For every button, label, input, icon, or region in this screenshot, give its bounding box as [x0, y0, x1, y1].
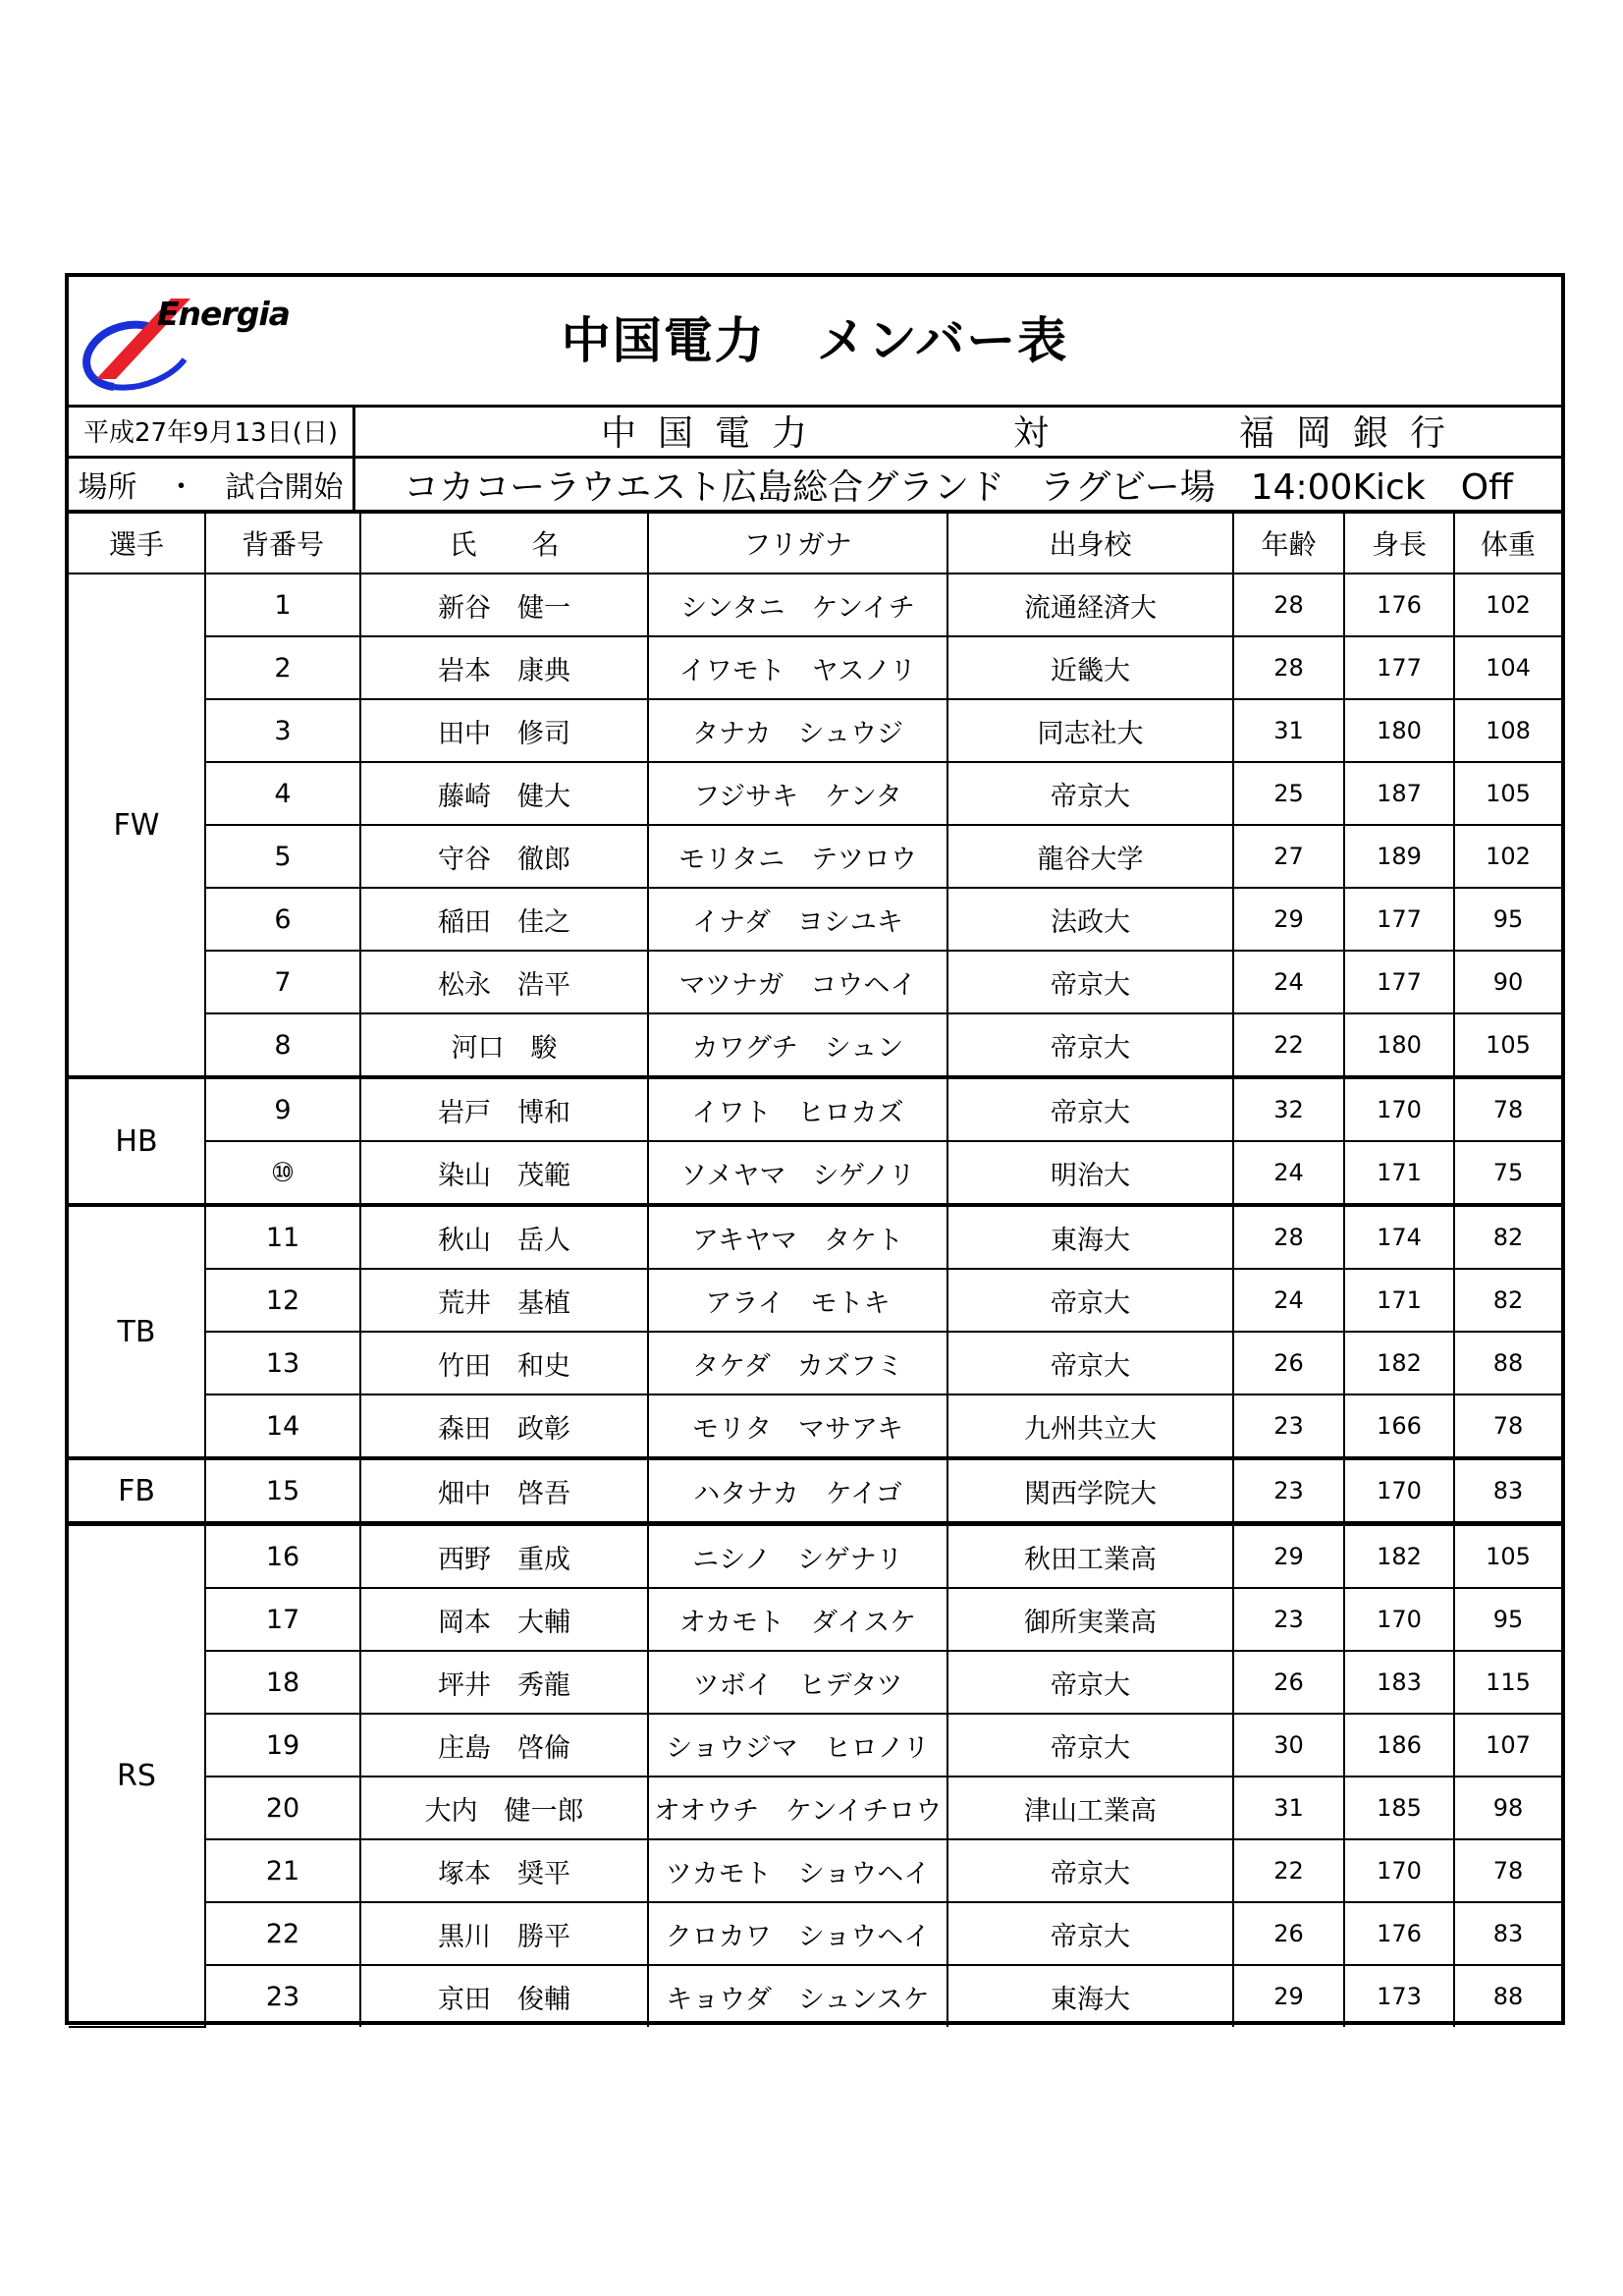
player-weight: 95 [1454, 1588, 1561, 1651]
column-school: 出身校 [947, 514, 1233, 574]
player-name: 松永 浩平 [360, 951, 648, 1013]
player-name: 畑中 啓吾 [360, 1458, 648, 1524]
player-weight: 82 [1454, 1269, 1561, 1332]
versus-label: 対 [1013, 412, 1050, 454]
player-age: 28 [1233, 1205, 1344, 1269]
player-name: 稲田 佳之 [360, 888, 648, 951]
column-number: 背番号 [205, 514, 360, 574]
table-row [69, 762, 1561, 825]
player-name: 岡本 大輔 [360, 1588, 648, 1651]
table-row [69, 574, 1561, 636]
player-name: 塚本 奨平 [360, 1839, 648, 1902]
table-row [69, 1524, 1561, 1589]
player-age: 24 [1233, 1141, 1344, 1205]
jersey-number: 7 [205, 951, 360, 1013]
table-row [69, 1714, 1561, 1777]
jersey-number: 17 [205, 1588, 360, 1651]
player-age: 28 [1233, 574, 1344, 636]
player-name: 秋山 岳人 [360, 1205, 648, 1269]
player-kana: シンタニ ケンイチ [648, 574, 947, 636]
table-row [69, 1394, 1561, 1458]
table-row [69, 1839, 1561, 1902]
player-kana: マツナガ コウヘイ [648, 951, 947, 1013]
player-weight: 78 [1454, 1839, 1561, 1902]
player-kana: カワグチ シュン [648, 1013, 947, 1077]
player-name: 岩本 康典 [360, 636, 648, 699]
player-kana: イワモト ヤスノリ [648, 636, 947, 699]
player-weight: 105 [1454, 1013, 1561, 1077]
player-weight: 115 [1454, 1651, 1561, 1714]
jersey-number: 1 [205, 574, 360, 636]
player-kana: ツボイ ヒデタツ [648, 1651, 947, 1714]
player-name: 大内 健一郎 [360, 1777, 648, 1839]
player-age: 25 [1233, 762, 1344, 825]
player-school: 龍谷大学 [947, 825, 1233, 888]
player-height: 166 [1344, 1394, 1454, 1458]
player-age: 31 [1233, 699, 1344, 762]
player-name: 岩戸 博和 [360, 1077, 648, 1141]
jersey-number: 13 [205, 1332, 360, 1394]
column-kana: フリガナ [648, 514, 947, 574]
player-age: 29 [1233, 888, 1344, 951]
player-age: 26 [1233, 1902, 1344, 1965]
player-school: 帝京大 [947, 1902, 1233, 1965]
column-height: 身長 [1344, 514, 1454, 574]
player-school: 帝京大 [947, 1332, 1233, 1394]
jersey-number: 11 [205, 1205, 360, 1269]
player-school: 関西学院大 [947, 1458, 1233, 1524]
member-sheet [65, 273, 1565, 2025]
player-kana: ハタナカ ケイゴ [648, 1458, 947, 1524]
player-weight: 98 [1454, 1777, 1561, 1839]
player-kana: モリタ マサアキ [648, 1394, 947, 1458]
table-row [69, 699, 1561, 762]
position-group: FB [69, 1458, 205, 1524]
player-weight: 105 [1454, 762, 1561, 825]
position-group: HB [69, 1077, 205, 1205]
jersey-number: 20 [205, 1777, 360, 1839]
table-row [69, 1205, 1561, 1269]
player-kana: ツカモト ショウヘイ [648, 1839, 947, 1902]
jersey-number: 5 [205, 825, 360, 888]
venue-row [69, 459, 1561, 514]
table-header-row [69, 514, 1561, 574]
player-school: 帝京大 [947, 1077, 1233, 1141]
table-body [69, 574, 1561, 2027]
player-weight: 105 [1454, 1524, 1561, 1589]
player-weight: 104 [1454, 636, 1561, 699]
player-age: 22 [1233, 1013, 1344, 1077]
player-height: 177 [1344, 636, 1454, 699]
player-kana: アライ モトキ [648, 1269, 947, 1332]
player-name: 新谷 健一 [360, 574, 648, 636]
player-school: 近畿大 [947, 636, 1233, 699]
player-height: 183 [1344, 1651, 1454, 1714]
table-row [69, 1777, 1561, 1839]
jersey-number: 12 [205, 1269, 360, 1332]
player-weight: 83 [1454, 1902, 1561, 1965]
column-weight: 体重 [1454, 514, 1561, 574]
player-age: 30 [1233, 1714, 1344, 1777]
player-kana: イナダ ヨシユキ [648, 888, 947, 951]
jersey-number: 15 [205, 1458, 360, 1524]
player-kana: アキヤマ タケト [648, 1205, 947, 1269]
page-title: 中国電力 メンバー表 [561, 312, 1069, 369]
player-school: 帝京大 [947, 762, 1233, 825]
player-kana: クロカワ ショウヘイ [648, 1902, 947, 1965]
player-weight: 108 [1454, 699, 1561, 762]
jersey-number: 21 [205, 1839, 360, 1902]
player-weight: 88 [1454, 1332, 1561, 1394]
player-name: 竹田 和史 [360, 1332, 648, 1394]
player-age: 26 [1233, 1651, 1344, 1714]
player-weight: 90 [1454, 951, 1561, 1013]
player-kana: キョウダ シュンスケ [648, 1965, 947, 2027]
player-height: 186 [1344, 1714, 1454, 1777]
match-date: 平成27年9月13日(日) [69, 405, 355, 456]
jersey-number: 6 [205, 888, 360, 951]
column-name: 氏 名 [360, 514, 648, 574]
player-name: 守谷 徹郎 [360, 825, 648, 888]
player-age: 23 [1233, 1458, 1344, 1524]
player-age: 22 [1233, 1839, 1344, 1902]
player-height: 171 [1344, 1269, 1454, 1332]
player-age: 24 [1233, 951, 1344, 1013]
player-height: 180 [1344, 699, 1454, 762]
player-age: 32 [1233, 1077, 1344, 1141]
venue-label: 場所 ・ 試合開始 [69, 459, 355, 510]
table-row [69, 1965, 1561, 2027]
player-school: 津山工業高 [947, 1777, 1233, 1839]
jersey-number: 16 [205, 1524, 360, 1589]
player-kana: オオウチ ケンイチロウ [648, 1777, 947, 1839]
player-name: 田中 修司 [360, 699, 648, 762]
player-height: 170 [1344, 1458, 1454, 1524]
player-weight: 102 [1454, 825, 1561, 888]
match-teams [355, 405, 1561, 456]
player-kana: イワト ヒロカズ [648, 1077, 947, 1141]
position-group: TB [69, 1205, 205, 1458]
venue-value: コカコーラウエスト広島総合グランド ラグビー場 14:00Kick Off [404, 466, 1513, 508]
player-kana: ソメヤマ シゲノリ [648, 1141, 947, 1205]
player-height: 180 [1344, 1013, 1454, 1077]
player-school: 帝京大 [947, 1714, 1233, 1777]
player-height: 185 [1344, 1777, 1454, 1839]
jersey-number: 2 [205, 636, 360, 699]
player-age: 24 [1233, 1269, 1344, 1332]
player-name: 藤崎 健大 [360, 762, 648, 825]
player-height: 170 [1344, 1588, 1454, 1651]
player-school: 東海大 [947, 1965, 1233, 2027]
player-weight: 88 [1454, 1965, 1561, 2027]
player-height: 173 [1344, 1965, 1454, 2027]
player-age: 29 [1233, 1524, 1344, 1589]
player-height: 174 [1344, 1205, 1454, 1269]
player-weight: 82 [1454, 1205, 1561, 1269]
jersey-number: 19 [205, 1714, 360, 1777]
player-school: 明治大 [947, 1141, 1233, 1205]
table-row [69, 636, 1561, 699]
player-school: 御所実業高 [947, 1588, 1233, 1651]
player-height: 187 [1344, 762, 1454, 825]
column-age: 年齢 [1233, 514, 1344, 574]
jersey-number: 4 [205, 762, 360, 825]
player-school: 帝京大 [947, 1013, 1233, 1077]
player-kana: タケダ カズフミ [648, 1332, 947, 1394]
player-age: 23 [1233, 1588, 1344, 1651]
player-school: 九州共立大 [947, 1394, 1233, 1458]
jersey-number: ⑩ [205, 1141, 360, 1205]
player-age: 28 [1233, 636, 1344, 699]
player-age: 26 [1233, 1332, 1344, 1394]
table-row [69, 1332, 1561, 1394]
player-weight: 75 [1454, 1141, 1561, 1205]
sheet-header [69, 277, 1561, 408]
column-player: 選手 [69, 514, 205, 574]
player-name: 荒井 基植 [360, 1269, 648, 1332]
player-name: 森田 政彰 [360, 1394, 648, 1458]
player-kana: オカモト ダイスケ [648, 1588, 947, 1651]
jersey-number: 18 [205, 1651, 360, 1714]
player-name: 坪井 秀龍 [360, 1651, 648, 1714]
roster-table [69, 514, 1561, 2028]
player-height: 170 [1344, 1077, 1454, 1141]
table-row [69, 951, 1561, 1013]
player-age: 31 [1233, 1777, 1344, 1839]
table-row [69, 1269, 1561, 1332]
player-school: 帝京大 [947, 951, 1233, 1013]
player-weight: 78 [1454, 1394, 1561, 1458]
table-row [69, 1651, 1561, 1714]
match-row [69, 405, 1561, 459]
jersey-number: 3 [205, 699, 360, 762]
player-school: 秋田工業高 [947, 1524, 1233, 1589]
player-kana: ニシノ シゲナリ [648, 1524, 947, 1589]
player-school: 帝京大 [947, 1839, 1233, 1902]
away-team: 福岡銀行 [1239, 412, 1468, 454]
player-name: 庄島 啓倫 [360, 1714, 648, 1777]
jersey-number: 22 [205, 1902, 360, 1965]
player-name: 京田 俊輔 [360, 1965, 648, 2027]
player-kana: ショウジマ ヒロノリ [648, 1714, 947, 1777]
position-group: RS [69, 1524, 205, 2028]
player-weight: 78 [1454, 1077, 1561, 1141]
player-height: 176 [1344, 1902, 1454, 1965]
player-school: 東海大 [947, 1205, 1233, 1269]
player-weight: 83 [1454, 1458, 1561, 1524]
player-school: 流通経済大 [947, 574, 1233, 636]
player-age: 23 [1233, 1394, 1344, 1458]
table-row [69, 1458, 1561, 1524]
player-height: 171 [1344, 1141, 1454, 1205]
player-weight: 102 [1454, 574, 1561, 636]
player-kana: フジサキ ケンタ [648, 762, 947, 825]
player-school: 帝京大 [947, 1651, 1233, 1714]
player-name: 西野 重成 [360, 1524, 648, 1589]
table-row [69, 1902, 1561, 1965]
jersey-number: 14 [205, 1394, 360, 1458]
player-age: 27 [1233, 825, 1344, 888]
player-height: 176 [1344, 574, 1454, 636]
table-row [69, 1077, 1561, 1141]
table-row [69, 1013, 1561, 1077]
player-school: 帝京大 [947, 1269, 1233, 1332]
player-school: 同志社大 [947, 699, 1233, 762]
player-height: 177 [1344, 951, 1454, 1013]
player-height: 189 [1344, 825, 1454, 888]
home-team: 中国電力 [601, 412, 830, 454]
position-group: FW [69, 574, 205, 1077]
player-name: 染山 茂範 [360, 1141, 648, 1205]
table-row [69, 888, 1561, 951]
player-weight: 95 [1454, 888, 1561, 951]
player-name: 黒川 勝平 [360, 1902, 648, 1965]
player-kana: モリタニ テツロウ [648, 825, 947, 888]
player-weight: 107 [1454, 1714, 1561, 1777]
table-row [69, 1588, 1561, 1651]
player-height: 182 [1344, 1332, 1454, 1394]
player-name: 河口 駿 [360, 1013, 648, 1077]
logo-text: Energia [157, 295, 290, 333]
jersey-number: 23 [205, 1965, 360, 2027]
jersey-number: 8 [205, 1013, 360, 1077]
table-row [69, 1141, 1561, 1205]
player-height: 182 [1344, 1524, 1454, 1589]
player-kana: タナカ シュウジ [648, 699, 947, 762]
player-height: 177 [1344, 888, 1454, 951]
table-row [69, 825, 1561, 888]
player-height: 170 [1344, 1839, 1454, 1902]
player-age: 29 [1233, 1965, 1344, 2027]
player-school: 法政大 [947, 888, 1233, 951]
jersey-number: 9 [205, 1077, 360, 1141]
